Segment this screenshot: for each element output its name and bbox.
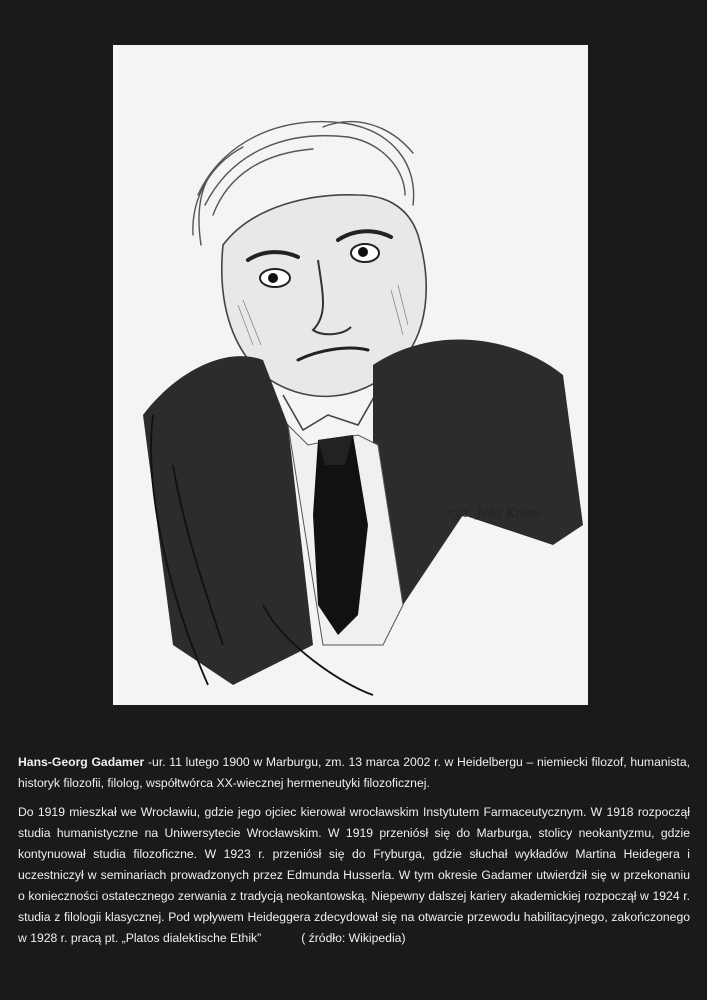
person-name: Hans-Georg Gadamer <box>18 755 145 769</box>
biography <box>18 752 690 957</box>
body-paragraph <box>18 802 690 949</box>
intro-text: -ur. 11 lutego 1900 w Marburgu, zm. 13 marca 2002 r. w Heidelbergu – niemiecki filozof, humanista, historyk filozofii, filolog, współtwórca XX-wiecznej hermeneutyki filozoficznej. <box>18 755 690 790</box>
source-note: ( źródło: Wikipedia) <box>301 931 406 945</box>
portrait-drawing <box>113 45 588 705</box>
body-text: Do 1919 mieszkał we Wrocławiu, gdzie jego ojciec kierował wrocławskim Instytutem Farmaceutycznym. W 1918 rozpoczął studia humanistyczne na Uniwersytecie Wrocławskim. W 1919 przeniósł się do Marburga, stolicy neokantyzmu, gdzie kontynuował studia filozoficzne. W 1923 r. przeniósł się do Fryburga, gdzie słuchał wykładów Martina Heidegera i uczestniczył w seminariach prowadzonych przez Edmunda Husserla. W tym okresie Gadamer utwierdził się w przekonaniu o konieczności ostatecznego zerwania z tradycją neokantowską. Niepewny dalszej kariery akademickiej rozpoczął w 1924 r. studia z filologii klasycznej. Pod wpływem Heideggera zdecydował się na otwarcie przewodu habilitacyjnego, zakończonego w 1928 r. pracą pt. „Platos dialektische Ethik” <box>18 805 690 945</box>
intro-paragraph <box>18 752 690 794</box>
signature: ryz. Jola Knop <box>448 506 540 521</box>
portrait-sketch <box>113 45 588 705</box>
